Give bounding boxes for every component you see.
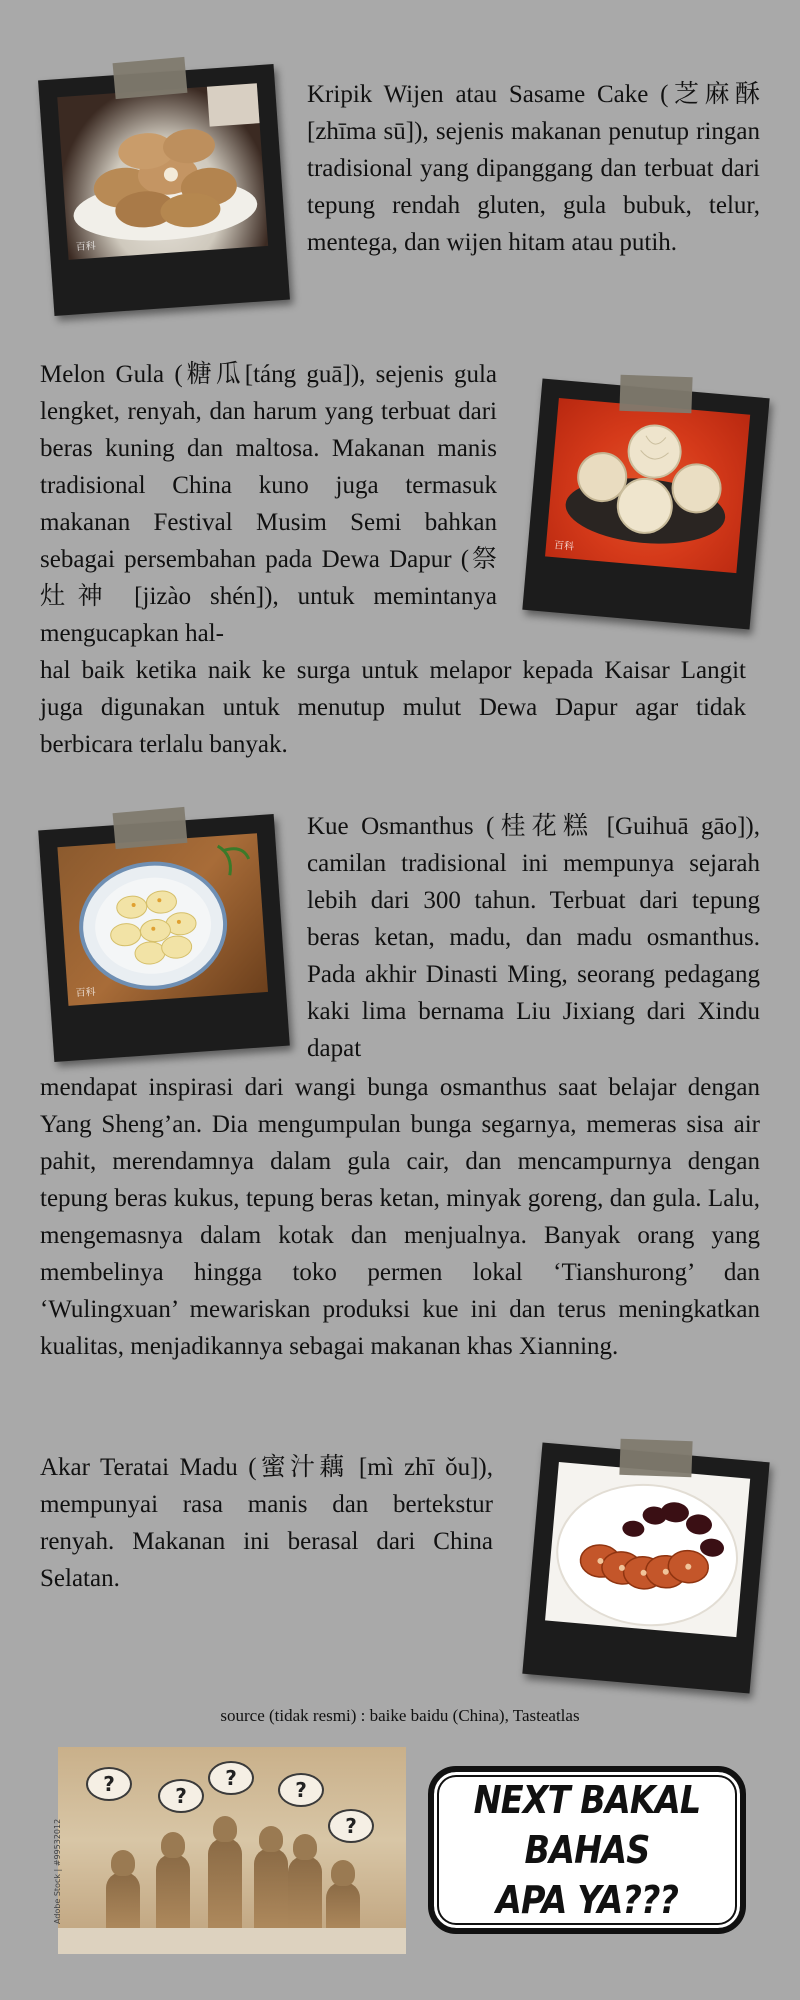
question-bubble: ? xyxy=(208,1761,254,1795)
melon-sugar-photo xyxy=(545,398,750,573)
tape-strip xyxy=(619,1439,692,1477)
meerkat xyxy=(156,1854,190,1934)
tape-strip xyxy=(113,807,188,849)
osmanthus-cake-polaroid xyxy=(38,814,290,1062)
stock-credit: Adobe Stock | #99532012 xyxy=(53,1818,62,1924)
source-credit: source (tidak resmi) : baike baidu (China), Tasteatlas xyxy=(220,1706,580,1725)
meerkat xyxy=(326,1882,360,1934)
question-bubble: ? xyxy=(278,1773,324,1807)
honey-lotus-root-text: Akar Teratai Madu (蜜汁藕 [mì zhī ǒu]), mempunyai rasa manis dan bertekstur renyah. Makanan ini berasal dari China Selatan. xyxy=(40,1454,493,1592)
sesame-cake-text: Kripik Wijen atau Sasame Cake (芝麻酥[zhīma sū]), sejenis makanan penutup ringan tradisional yang dipanggang dan terbuat dari tepung rendah gluten, gula bubuk, telur, mentega, dan wijen hitam atau putih. xyxy=(307,81,760,256)
meerkat xyxy=(254,1848,288,1934)
sesame-cake-polaroid xyxy=(38,64,290,316)
honey-lotus-root-photo xyxy=(545,1462,750,1637)
osmanthus-cake-text-wrap: Kue Osmanthus (桂花糕 [Guihuā gāo]), camilan tradisional ini mempunya sejarah lebih dari 300 tahun. Terbuat dari tepung beras ketan, madu, dan madu osmanthus. Pada akhir Dinasti Ming, seorang pedagang kaki lima bernama Liu Jixiang dari Xindu dapat xyxy=(307,813,760,1062)
ground xyxy=(58,1928,406,1954)
tape-strip xyxy=(619,375,692,413)
sesame-cake-photo xyxy=(57,83,268,260)
meerkat xyxy=(288,1856,322,1934)
tape-strip xyxy=(113,57,188,99)
osmanthus-cake-text-full: mendapat inspirasi dari wangi bunga osmanthus saat belajar dengan Yang Sheng’an. Dia mengumpulan bunga segarnya, memeras sisa air pahit, merendamnya dalam gula cair, dan mencampurnya dengan tepung beras kukus, tepung beras ketan, minyak goreng, dan gula. Lalu, mengemasnya dalam kotak dan menjualnya. Banyak orang yang membelinya hingga toko permen lokal ‘Tianshurong’ dan ‘Wulingxuan’ mewariskan produksi kue ini dan terus meningkatkan kualitas, menjadikannya sebagai makanan khas Xianning. xyxy=(40,1074,760,1360)
osmanthus-cake-photo xyxy=(57,833,268,1006)
honey-lotus-root-polaroid xyxy=(522,1443,769,1694)
meerkat xyxy=(208,1838,242,1934)
osmanthus-cake-illustration xyxy=(57,833,268,1006)
callout-line-1: NEXT BAKAL BAHAS xyxy=(473,1778,701,1872)
next-topic-callout xyxy=(428,1766,746,1934)
question-bubble: ? xyxy=(328,1809,374,1843)
watermark: 百科 xyxy=(553,540,575,553)
melon-sugar-polaroid xyxy=(522,379,769,630)
meerkats-question-photo xyxy=(53,1747,406,1954)
honey-lotus-root-illustration xyxy=(545,1462,750,1637)
melon-sugar-text-full: hal baik ketika naik ke surga untuk melapor kepada Kaisar Langit juga digunakan untuk menutup mulut Dewa Dapur agar tidak berbicara terlalu banyak. xyxy=(40,657,746,758)
question-bubble: ? xyxy=(86,1767,132,1801)
meerkat xyxy=(106,1872,140,1934)
melon-sugar-illustration xyxy=(545,398,750,573)
melon-sugar-text-wrap: Melon Gula (糖瓜[táng guā]), sejenis gula lengket, renyah, dan harum yang terbuat dari beras kuning dan maltosa. Makanan manis tradisional China kuno juga termasuk makanan Festival Musim Semi bahkan sebagai persembahan pada Dewa Dapur (祭灶神 [jizào shén]), untuk memintanya mengucapkan hal- xyxy=(40,361,497,647)
question-bubble: ? xyxy=(158,1779,204,1813)
callout-line-2: APA YA??? xyxy=(495,1878,678,1922)
watermark: 百科 xyxy=(75,986,97,1000)
watermark: 百科 xyxy=(75,240,97,254)
sesame-cake-illustration xyxy=(57,83,268,260)
